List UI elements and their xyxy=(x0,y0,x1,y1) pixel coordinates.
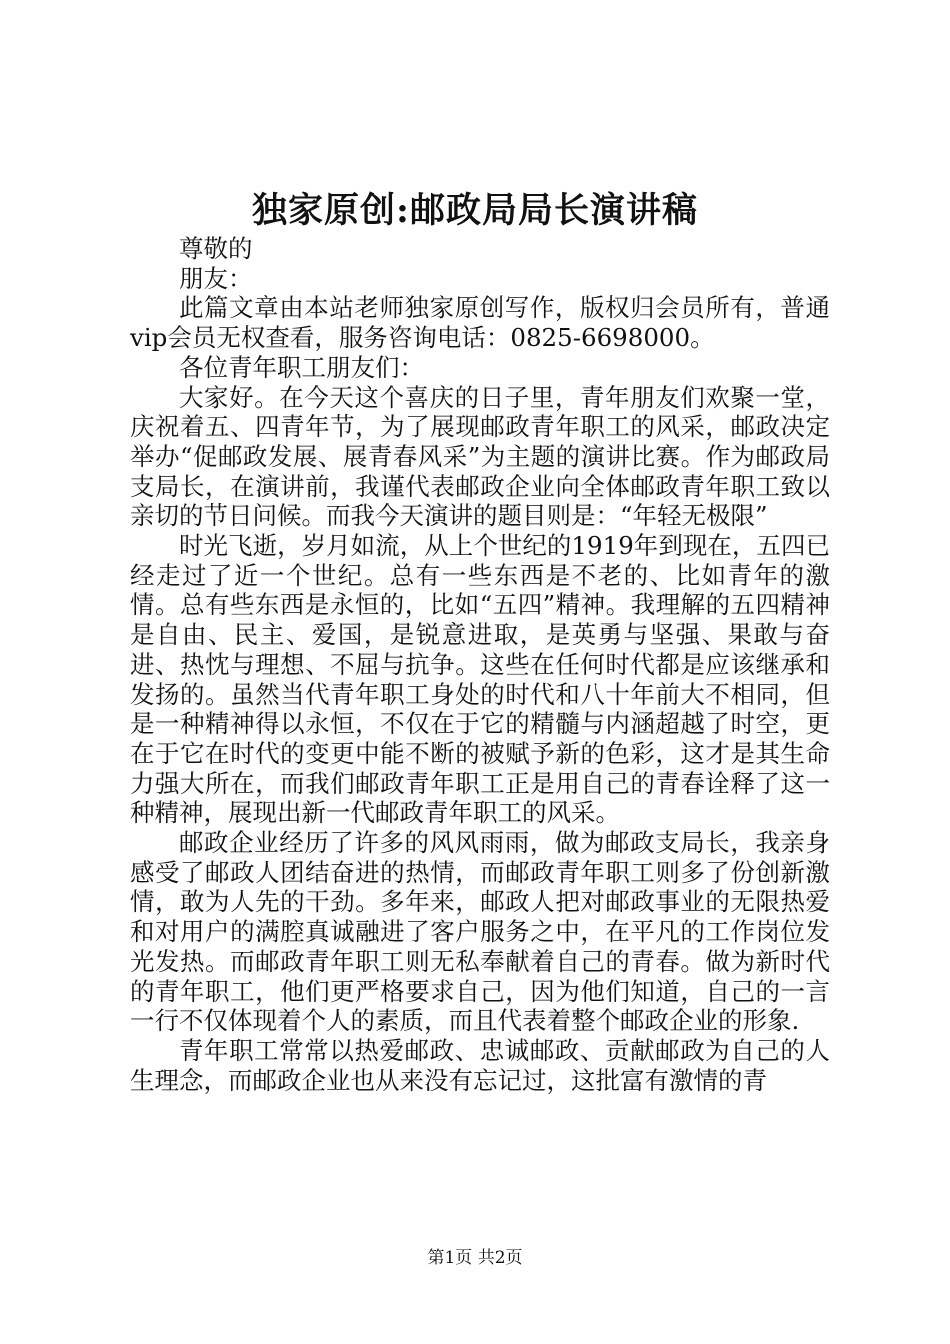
paragraph: 青年职工常常以热爱邮政、忠诚邮政、贡献邮政为自己的人生理念，而邮政企业也从来没有忘记过，这批富有激情的青 xyxy=(130,1035,830,1095)
copyright-notice: 此篇文章由本站老师独家原创写作，版权归会员所有，普通vip会员无权查看，服务咨询电话：0825-6698000。 xyxy=(130,293,830,353)
salutation-line-2: 朋友： xyxy=(179,263,253,293)
paragraph: 时光飞逝，岁月如流，从上个世纪的1919年到现在，五四已经走过了近一个世纪。总有一些东西是不老的、比如青年的激情。总有些东西是永恒的，比如“五四”精神。我理解的五四精神是自由、民主、爱国，是锐意进取，是英勇与坚强、果敢与奋进、热忱与理想、不屈与抗争。这些在任何时代都是应该继承和发扬的。虽然当代青年职工身处的时代和八十年前大不相同，但是一种精神得以永恒，不仅在于它的精髓与内涵超越了时空，更在于它在时代的变更中能不断的被赋予新的色彩，这才是其生命力强大所在，而我们邮政青年职工正是用自己的青春诠释了这一种精神，展现出新一代邮政青年职工的风采。 xyxy=(130,531,830,828)
salutation-line-1: 尊敬的 xyxy=(179,234,253,263)
paragraph: 大家好。在今天这个喜庆的日子里，青年朋友们欢聚一堂，庆祝着五、四青年节，为了展现邮政青年职工的风采，邮政决定举办“促邮政发展、展青春风采”为主题的演讲比赛。作为邮政局支局长，在演讲前，我谨代表邮政企业向全体邮政青年职工致以亲切的节日问候。而我今天演讲的题目则是：“年轻无极限” xyxy=(130,382,830,531)
paragraph: 邮政企业经历了许多的风风雨雨，做为邮政支局长，我亲身感受了邮政人团结奋进的热情，而邮政青年职工则多了份创新激情，敢为人先的干劲。多年来，邮政人把对邮政事业的无限热爱和对用户的满腔真诚融进了客户服务之中，在平凡的工作岗位发光发热。而邮政青年职工则无私奉献着自己的青春。做为新时代的青年职工，他们更严格要求自己，因为他们知道，自己的一言一行不仅体现着个人的素质，而且代表着整个邮政企业的形象. xyxy=(130,828,830,1036)
page-footer: 第1页 共2页 xyxy=(427,1248,523,1268)
document-body xyxy=(130,234,830,1095)
document-title: 独家原创:邮政局局长演讲稿 xyxy=(252,190,698,231)
greeting: 各位青年职工朋友们： xyxy=(179,352,424,382)
